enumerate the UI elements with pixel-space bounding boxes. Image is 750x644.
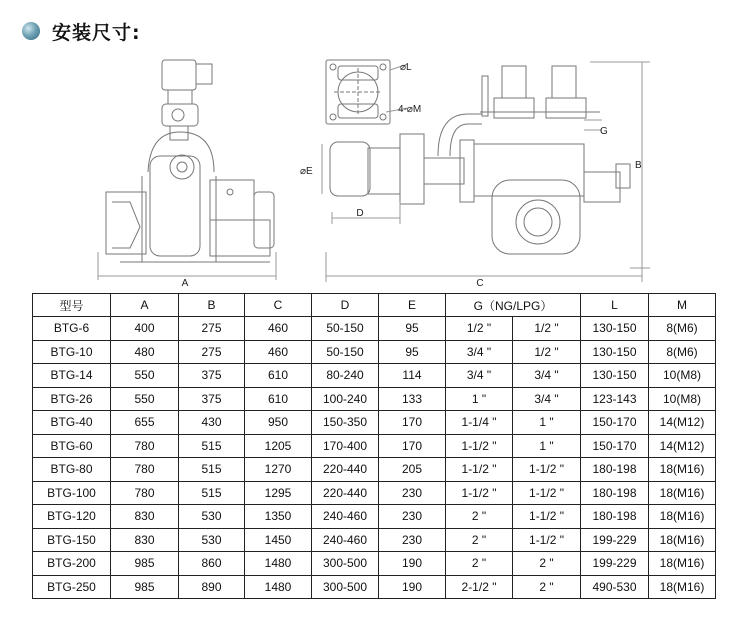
table-cell: 10(M8) [649,387,716,411]
table-row [33,481,716,505]
header-e: E [379,294,446,317]
table-cell: 3/4 " [513,364,581,388]
table-cell: 1270 [245,458,312,482]
table-cell: 230 [379,481,446,505]
table-cell: BTG-200 [33,552,111,576]
table-cell: 150-170 [581,434,649,458]
table-cell: 1-1/2 " [513,528,581,552]
section-title: 安装尺寸: [52,21,141,44]
table-cell: 95 [379,340,446,364]
table-cell: 240-460 [312,505,379,529]
table-cell: 170 [379,434,446,458]
table-cell: 2 " [446,505,513,529]
flange-view [326,60,390,124]
table-cell: 300-500 [312,575,379,599]
section-heading [22,16,141,46]
table-cell: 18(M16) [649,575,716,599]
table-cell: BTG-80 [33,458,111,482]
table-cell: 14(M12) [649,411,716,435]
table-cell: 985 [111,552,179,576]
table-cell: 780 [111,481,179,505]
table-cell: 1350 [245,505,312,529]
table-cell: 1 " [513,411,581,435]
table-cell: 18(M16) [649,481,716,505]
table-cell: 830 [111,528,179,552]
table-cell: BTG-14 [33,364,111,388]
front-view [330,66,630,254]
table-cell: 2 " [513,575,581,599]
table-cell: 300-500 [312,552,379,576]
table-cell: 275 [179,317,245,341]
table-cell: 1/2 " [446,317,513,341]
table-cell: 3/4 " [513,387,581,411]
table-cell: 1295 [245,481,312,505]
table-cell: 170-400 [312,434,379,458]
table-cell: 515 [179,481,245,505]
table-cell: BTG-60 [33,434,111,458]
table-row [33,340,716,364]
table-cell: BTG-100 [33,481,111,505]
table-cell: 830 [111,505,179,529]
label-e: ⌀E [300,166,313,177]
table-cell: 1205 [245,434,312,458]
header-d: D [312,294,379,317]
table-row [33,505,716,529]
table-cell: 1-1/2 " [513,505,581,529]
table-cell: 1-1/4 " [446,411,513,435]
table-cell: BTG-120 [33,505,111,529]
table-cell: 375 [179,387,245,411]
table-header-row [33,294,716,317]
table-cell: 205 [379,458,446,482]
table-cell: 530 [179,505,245,529]
label-m: 4-⌀M [398,104,422,115]
table-cell: 860 [179,552,245,576]
table-cell: 610 [245,387,312,411]
table-row [33,434,716,458]
table-cell: 230 [379,505,446,529]
table-cell: 430 [179,411,245,435]
table-cell: 18(M16) [649,528,716,552]
table-cell: 114 [379,364,446,388]
table-cell: 1480 [245,575,312,599]
table-cell: BTG-6 [33,317,111,341]
table-cell: 100-240 [312,387,379,411]
table-cell: BTG-250 [33,575,111,599]
table-cell: 890 [179,575,245,599]
table-cell: 18(M16) [649,505,716,529]
table-cell: 1450 [245,528,312,552]
table-cell: 150-170 [581,411,649,435]
label-l: ⌀L [400,62,412,73]
table-cell: 180-198 [581,481,649,505]
table-cell: 515 [179,434,245,458]
table-cell: 530 [179,528,245,552]
table-cell: 18(M16) [649,552,716,576]
table-cell: 655 [111,411,179,435]
table-cell: 460 [245,317,312,341]
table-body [33,317,716,599]
table-cell: 3/4 " [446,364,513,388]
technical-drawing [90,52,660,290]
label-a: A [181,278,189,289]
header-c: C [245,294,312,317]
table-cell: 2-1/2 " [446,575,513,599]
table-cell: 240-460 [312,528,379,552]
table-cell: 550 [111,387,179,411]
table-cell: 985 [111,575,179,599]
table-cell: BTG-150 [33,528,111,552]
table-cell: 3/4 " [446,340,513,364]
table-row [33,575,716,599]
table-cell: BTG-40 [33,411,111,435]
table-cell: 400 [111,317,179,341]
table-cell: 780 [111,458,179,482]
table-row [33,458,716,482]
table-cell: 50-150 [312,340,379,364]
table-row [33,317,716,341]
header-model: 型号 [33,294,111,317]
table-cell: 10(M8) [649,364,716,388]
table-cell: 515 [179,458,245,482]
table-cell: 199-229 [581,552,649,576]
header-b: B [179,294,245,317]
table-cell: 190 [379,552,446,576]
table-row [33,364,716,388]
header-g: G（NG/LPG） [446,294,581,317]
table-cell: 1-1/2 " [446,458,513,482]
header-l: L [581,294,649,317]
table-cell: 130-150 [581,317,649,341]
table-row [33,387,716,411]
burner-dimension-drawing [90,52,660,290]
side-view [106,60,274,262]
table-cell: 130-150 [581,364,649,388]
table-row [33,411,716,435]
table-cell: 80-240 [312,364,379,388]
table-cell: 275 [179,340,245,364]
table-cell: 480 [111,340,179,364]
header-m: M [649,294,716,317]
table-cell: 1/2 " [513,340,581,364]
table-cell: 1 " [513,434,581,458]
table-cell: 460 [245,340,312,364]
table-cell: 95 [379,317,446,341]
table-cell: 1-1/2 " [513,481,581,505]
label-d: D [356,208,364,219]
table-cell: 123-143 [581,387,649,411]
table-cell: 190 [379,575,446,599]
table-cell: 18(M16) [649,458,716,482]
label-g: G [600,126,608,137]
table-cell: 170 [379,411,446,435]
table-cell: 1480 [245,552,312,576]
table-cell: 550 [111,364,179,388]
table-cell: 199-229 [581,528,649,552]
table-cell: 490-530 [581,575,649,599]
table-cell: 1-1/2 " [446,481,513,505]
table-cell: 2 " [446,552,513,576]
table-cell: 130-150 [581,340,649,364]
table-cell: 375 [179,364,245,388]
table-cell: 1/2 " [513,317,581,341]
table-cell: 2 " [513,552,581,576]
table-row [33,552,716,576]
table-cell: 150-350 [312,411,379,435]
header-a: A [111,294,179,317]
table-cell: 610 [245,364,312,388]
table-cell: 230 [379,528,446,552]
table-cell: 1-1/2 " [513,458,581,482]
table-cell: 1-1/2 " [446,434,513,458]
table-cell: 2 " [446,528,513,552]
spec-table [32,293,716,599]
table-cell: 8(M6) [649,317,716,341]
table-cell: 50-150 [312,317,379,341]
table-cell: 220-440 [312,458,379,482]
table-cell: 780 [111,434,179,458]
table-cell: 14(M12) [649,434,716,458]
table-cell: 8(M6) [649,340,716,364]
table-row [33,528,716,552]
table-cell: BTG-10 [33,340,111,364]
table-cell: 180-198 [581,458,649,482]
label-b: B [635,160,642,171]
table-cell: BTG-26 [33,387,111,411]
table-cell: 950 [245,411,312,435]
table-cell: 180-198 [581,505,649,529]
label-c: C [476,278,484,289]
bullet-icon [22,22,40,40]
table-cell: 133 [379,387,446,411]
table-cell: 220-440 [312,481,379,505]
table-cell: 1 " [446,387,513,411]
